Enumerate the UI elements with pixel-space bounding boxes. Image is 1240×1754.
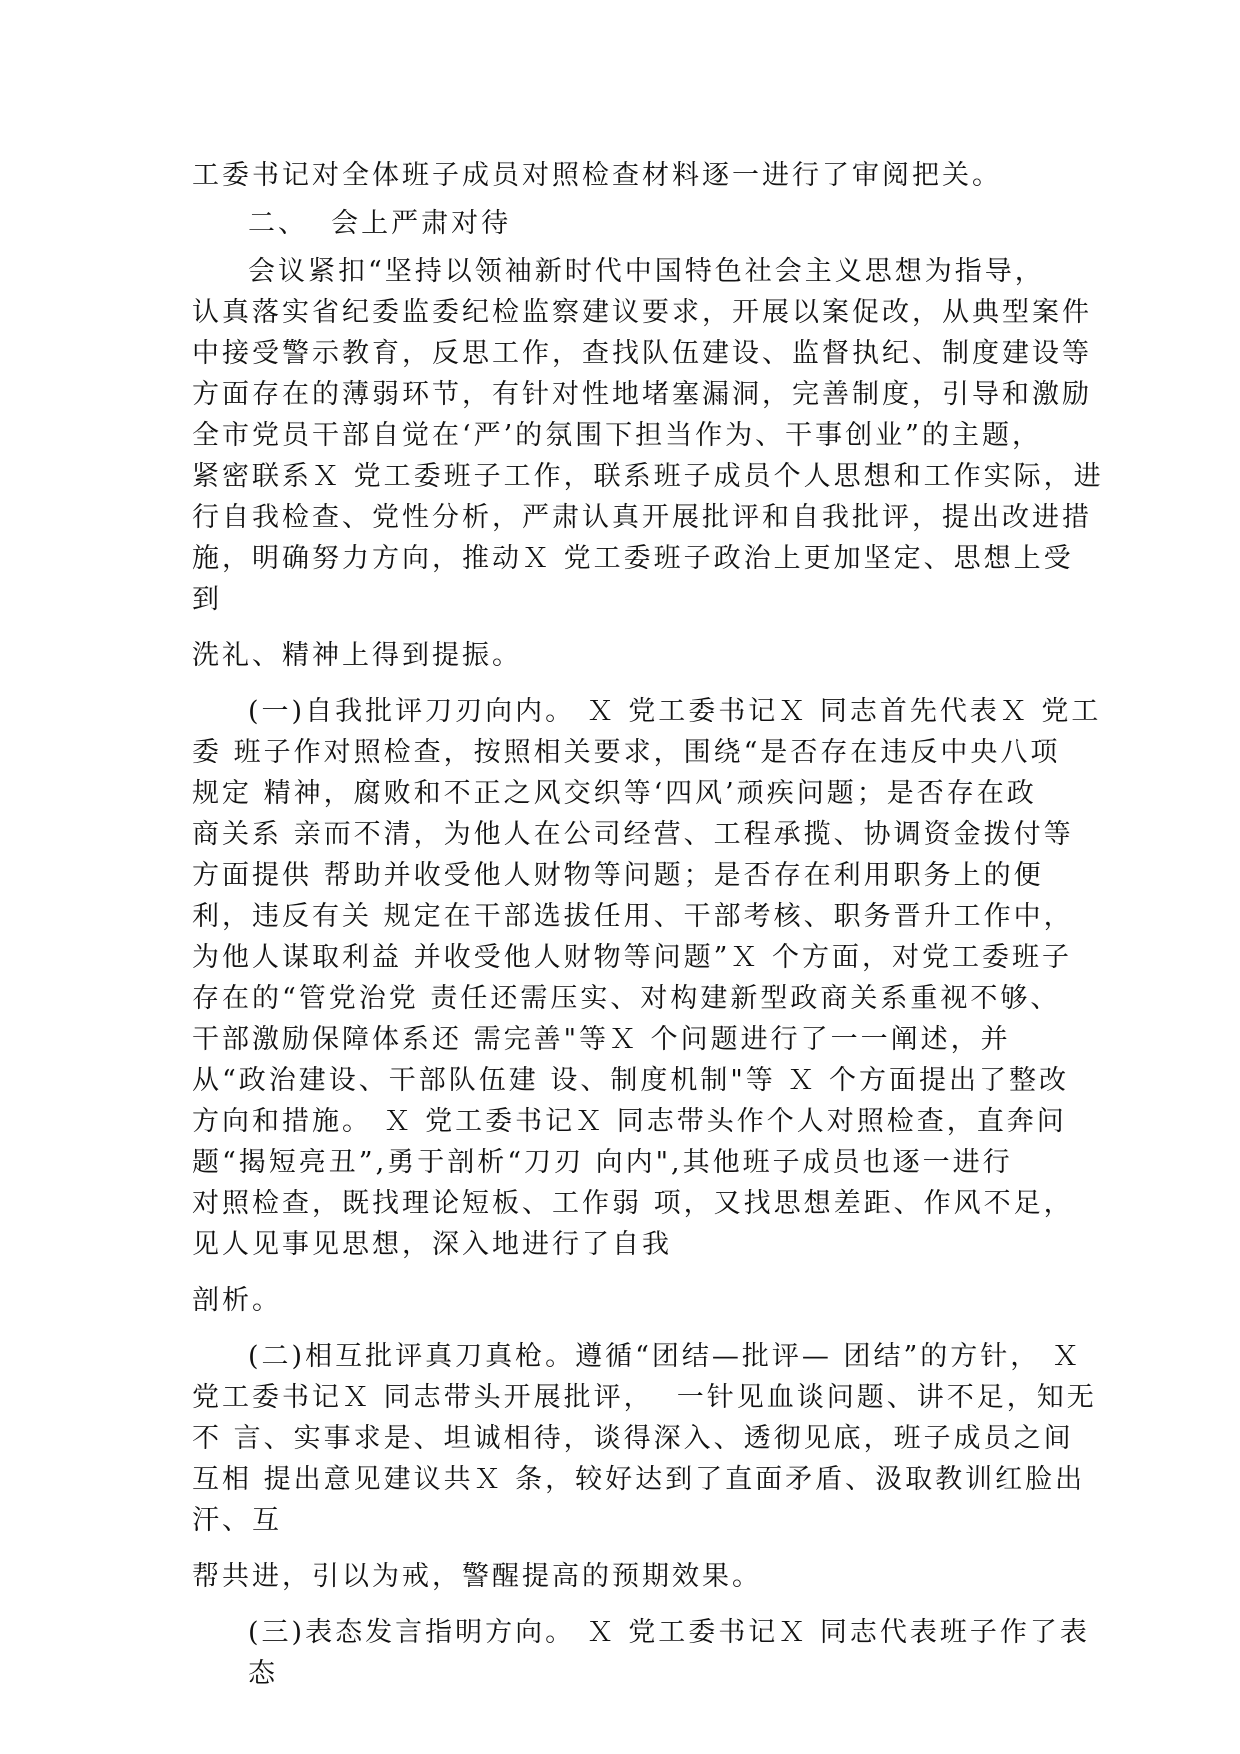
text-line: 认真落实省纪委监委纪检监察建议要求，开展以案促改，从典型案件 [192,297,1092,328]
text-line: 施，明确努力方向，推动Ｘ 党工委班子政治上更加坚定、思想上受 [192,543,1074,574]
text-line: 洗礼、精神上得到提振。 [192,640,522,671]
text-line: 帮共进，引以为戒，警醒提高的预期效果。 [192,1561,762,1592]
text-line: 中接受警示教育，反思工作，查找队伍建设、监督执纪、制度建设等 [192,338,1092,369]
text-line: 汗、互 [192,1505,282,1536]
text-line: 全市党员干部自觉在‘严’的氛围下担当作为、干事创业”的主题， [192,420,1042,451]
text-line: 党工委书记Ｘ 同志带头开展批评， 一针见血谈问题、讲不足，知无 [192,1382,1097,1413]
text-line: 干部激励保障体系还 需完善"等Ｘ 个问题进行了一一阐述，并 [192,1024,1011,1055]
text-line: 委 班子作对照检查，按照相关要求，围绕“是否存在违反中央八项 [192,737,1061,768]
text-line: 对照检查，既找理论短板、工作弱 项，又找思想差距、作风不足， [192,1188,1074,1219]
text-line: (三)表态发言指明方向。 Ｘ 党工委书记Ｘ 同志代表班子作了表 [248,1617,1090,1648]
text-line: 题“揭短亮丑”,勇于剖析“刀刃 向内",其他班子成员也逐一进行 [192,1147,1013,1178]
text-line: 方面存在的薄弱环节，有针对性地堵塞漏洞，完善制度，引导和激励 [192,379,1092,410]
text-line: 从“政治建设、干部队伍建 设、制度机制"等 Ｘ 个方面提出了整改 [192,1065,1069,1096]
text-line: 不 言、实事求是、坦诚相待，谈得深入、透彻见底，班子成员之间 [192,1423,1074,1454]
text-line: 紧密联系Ｘ 党工委班子工作，联系班子成员个人思想和工作实际，进 [192,461,1104,492]
text-line: 商关系 亲而不清，为他人在公司经营、工程承揽、协调资金拨付等 [192,819,1074,850]
text-line: (一)自我批评刀刃向内。 Ｘ 党工委书记Ｘ 同志首先代表Ｘ 党工 [248,696,1102,727]
text-line: 剖析。 [192,1285,282,1316]
text-line: 为他人谋取利益 并收受他人财物等问题”Ｘ 个方面，对党工委班子 [192,942,1072,973]
text-line: 见人见事见思想，深入地进行了自我 [192,1229,672,1260]
text-line: 方向和措施。 Ｘ 党工委书记Ｘ 同志带头作个人对照检查，直奔问 [192,1106,1067,1137]
text-line: 会议紧扣“坚持以领袖新时代中国特色社会主义思想为指导， [248,256,1045,287]
section-heading: 二、 会上严肃对待 [248,208,512,239]
text-line: 方面提供 帮助并收受他人财物等问题；是否存在利用职务上的便 [192,860,1044,891]
text-line: 存在的“管党治党 责任还需压实、对构建新型政商关系重视不够、 [192,983,1061,1014]
text-line: (二)相互批评真刀真枪。遵循“团结—批评— 团结”的方针， Ｘ [248,1341,1082,1372]
text-line: 工委书记对全体班子成员对照检查材料逐一进行了审阅把关。 [192,160,1002,191]
text-line: 行自我检查、党性分析，严肃认真开展批评和自我批评，提出改进措 [192,502,1092,533]
text-line: 利，违反有关 规定在干部选拔任用、干部考核、职务晋升工作中， [192,901,1074,932]
text-line: 态 [248,1658,278,1689]
text-line: 规定 精神，腐败和不正之风交织等‘四风’顽疾问题；是否存在政 [192,778,1037,809]
text-line: 到 [192,584,222,615]
text-line: 互相 提出意见建议共Ｘ 条，较好达到了直面矛盾、汲取教训红脸出 [192,1464,1086,1495]
